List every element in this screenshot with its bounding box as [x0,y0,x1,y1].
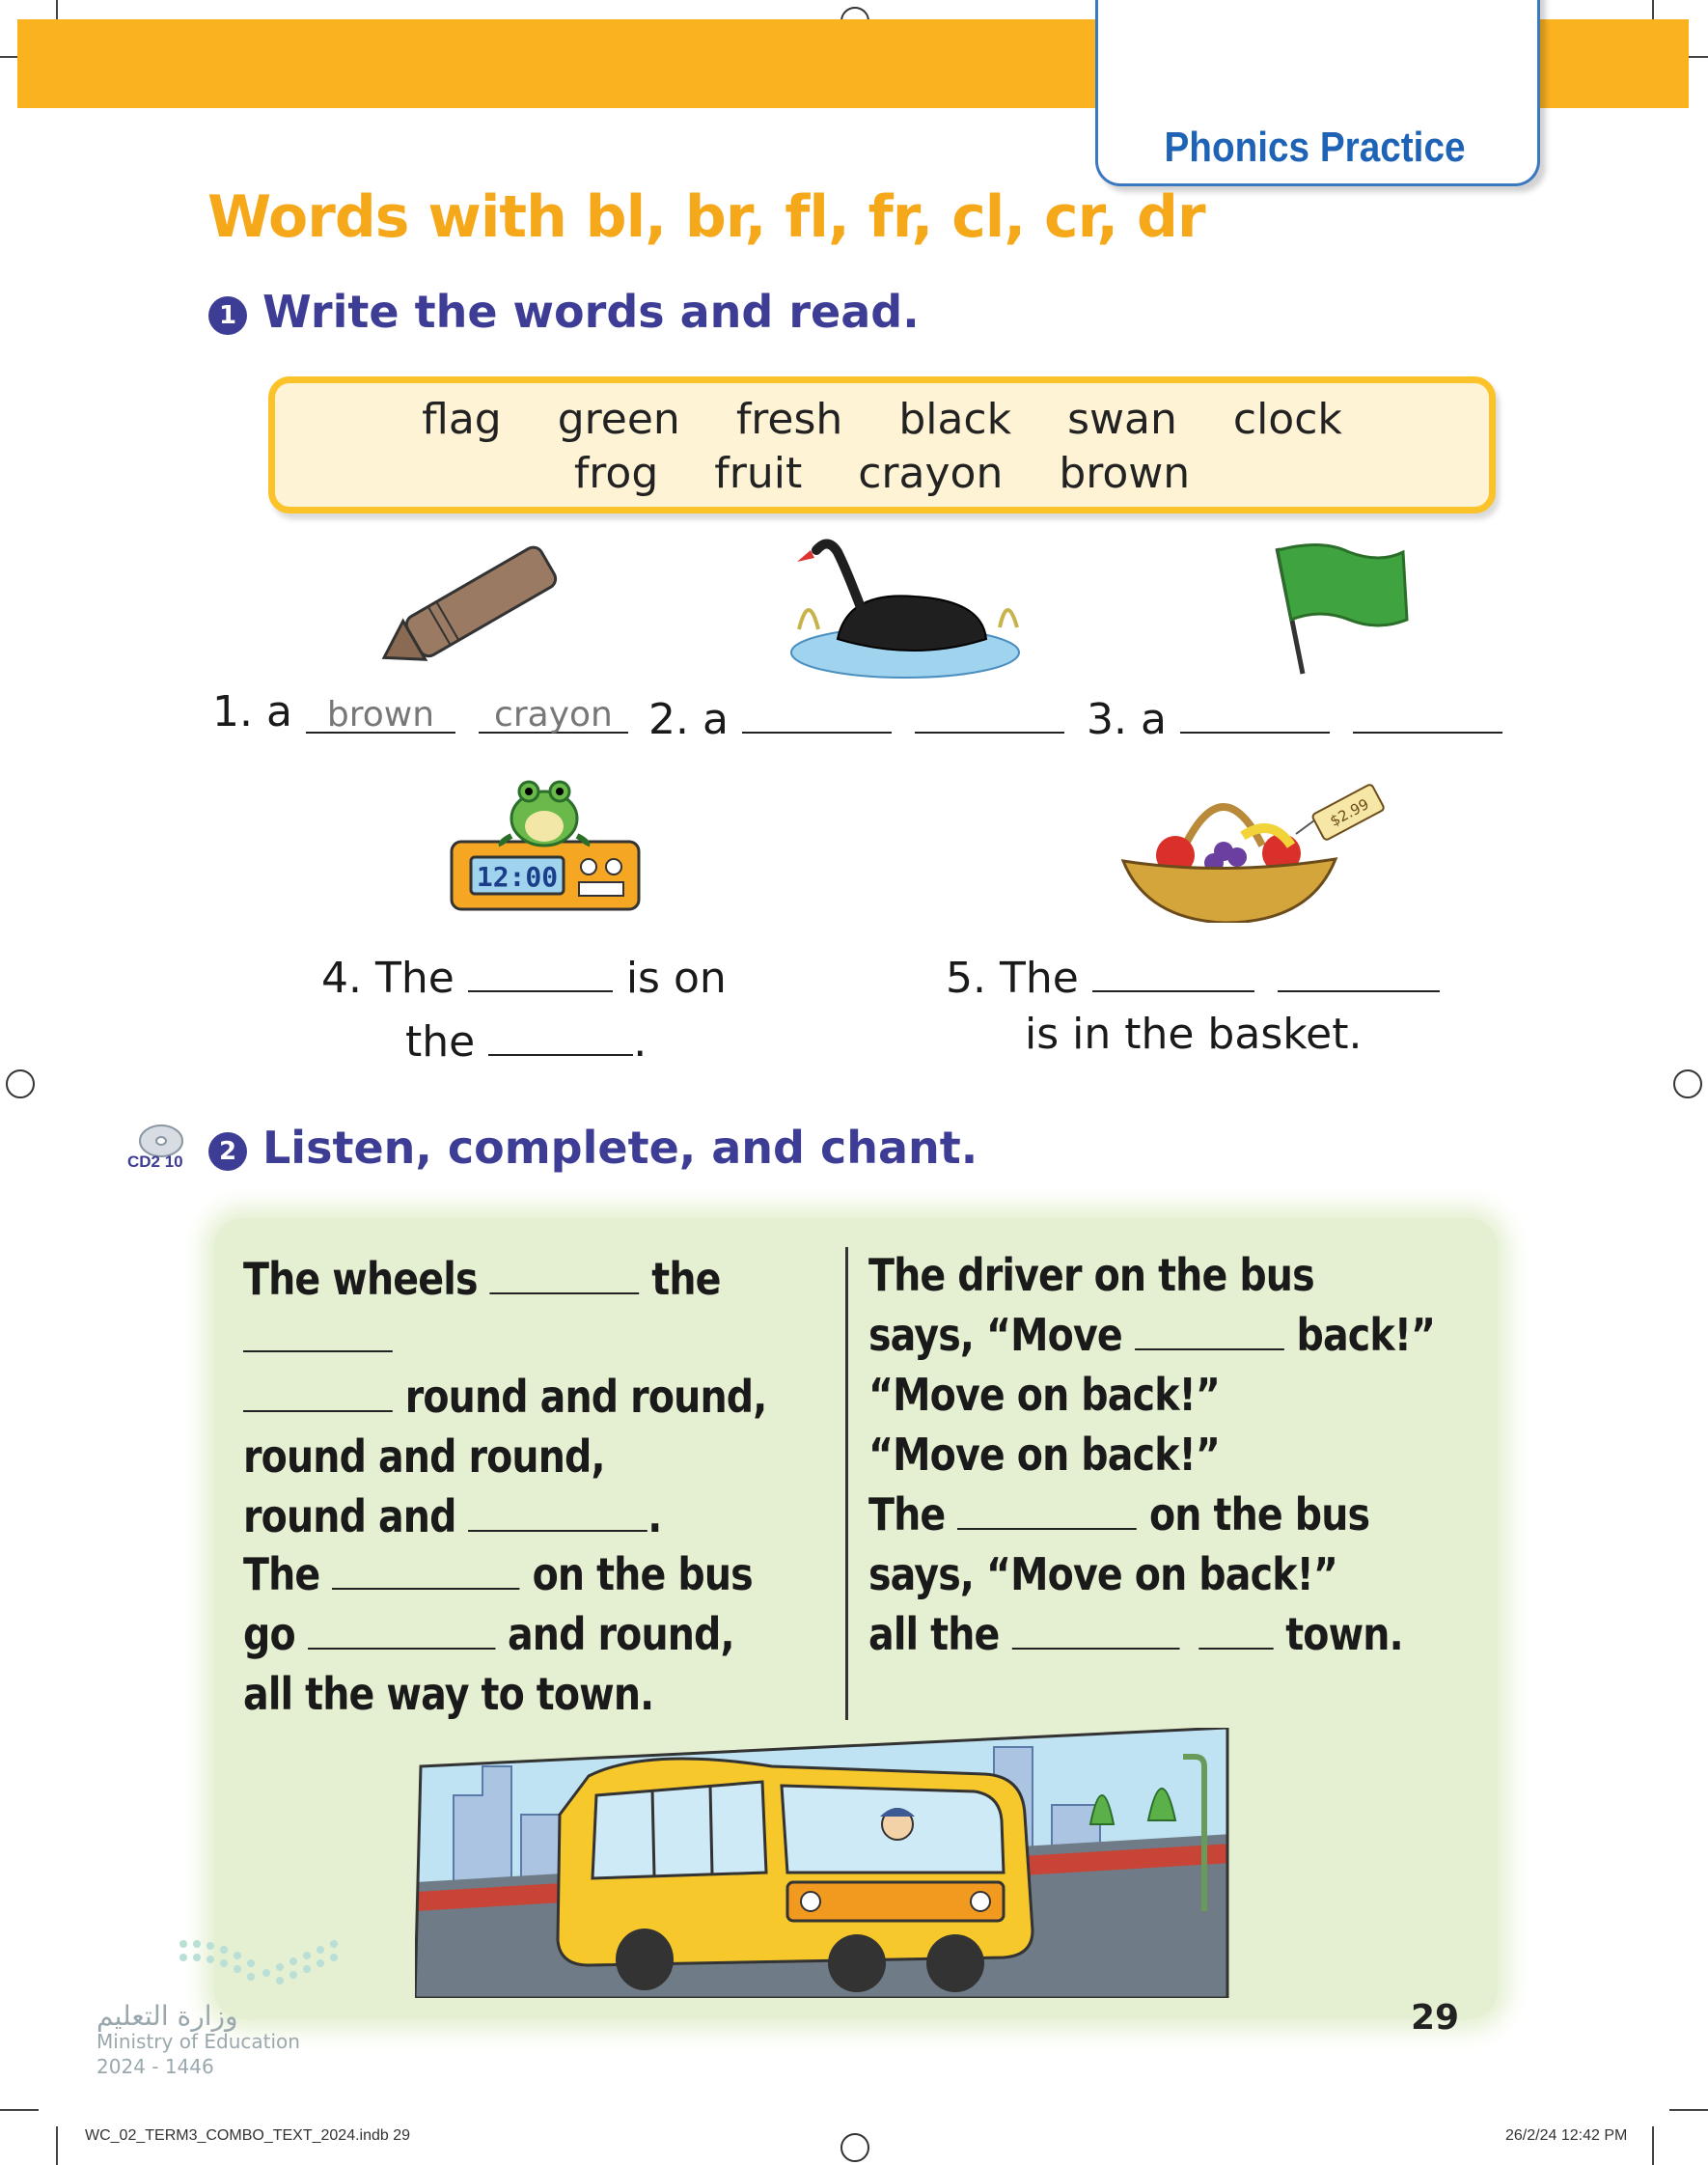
item-4-blank-1[interactable] [468,946,613,992]
chant-left-line-5: round and . [243,1490,662,1542]
word-fresh: fresh [735,395,843,444]
bus-illustration [415,1728,1233,1998]
cd-track-label: CD2 10 [127,1152,183,1171]
item-5-line-2: is in the basket. [1025,1010,1363,1059]
ministry-arabic: وزارة التعليم [96,2000,238,2032]
chant-left-line-2 [243,1311,393,1363]
chant-right-line-4: “Move on back!” [868,1429,1220,1481]
item-3-blank-2[interactable] [1353,687,1502,734]
word-swan: swan [1067,395,1177,444]
item-5-blank-2[interactable] [1278,946,1440,992]
clock-display: 12:00 [476,861,559,893]
word-brown: brown [1059,449,1191,498]
chant-left-line-3: round and round, [243,1371,766,1423]
chant-left-line-4: round and round, [243,1430,605,1483]
item-1-blank-1[interactable]: brown [306,687,455,734]
chant-left-line-8: all the way to town. [243,1668,654,1720]
item-1-blank-2[interactable]: crayon [479,687,628,734]
item-4-line-2: the . [405,1010,647,1067]
black-swan-illustration [780,533,1033,685]
chant-blank-on-the[interactable] [243,1312,393,1352]
word-clock: clock [1232,395,1342,444]
exercise-2-number: 2 [208,1132,247,1171]
chant-blank-go[interactable] [243,1372,393,1412]
item-4-blank-2[interactable] [488,1010,633,1056]
green-flag-illustration [1264,542,1419,680]
item-1: 1. a brown crayon [212,687,628,736]
word-crayon: crayon [858,449,1004,498]
chant-right-line-7: all the town. [868,1608,1403,1660]
word-frog: frog [573,449,659,498]
item-3-blank-1[interactable] [1180,687,1330,734]
item-3: 3. a [1087,687,1502,744]
item-2: 2. a [648,687,1064,744]
word-bank [268,376,1496,513]
crayon-illustration [367,541,569,676]
ministry-english: Ministry of Education [96,2030,300,2053]
word-flag: flag [422,395,502,444]
item-2-blank-1[interactable] [742,687,892,734]
word-black: black [898,395,1012,444]
page-number: 29 [1411,1998,1460,2038]
item-5-line-1: 5. The [946,946,1440,1003]
chant-left-line-6: The on the bus [243,1548,753,1600]
chant-right-line-5: The on the bus [868,1488,1370,1540]
exercise-1-number: 1 [208,296,247,335]
chant-right-line-2: says, “Move back!” [868,1309,1436,1361]
fruit-basket-illustration [1117,778,1390,923]
chant-right-line-1: The driver on the bus [868,1249,1314,1301]
exercise-1-instruction: Write the words and read. [262,286,920,338]
ministry-text [96,2000,300,2079]
chant-blank-round-2[interactable] [308,1609,495,1650]
exercise-2-instruction: Listen, complete, and chant. [262,1122,978,1174]
item-2-blank-2[interactable] [915,687,1064,734]
chant-blank-way[interactable] [1011,1609,1179,1650]
word-bank-row-2 [275,449,1489,498]
registration-mark-left [6,1069,35,1098]
chant-left-line-7: go and round, [243,1608,734,1660]
file-info: WC_02_TERM3_COMBO_TEXT_2024.indb 29 [85,2127,411,2144]
chant-right-line-3: “Move on back!” [868,1369,1220,1421]
chant-blank-wheels[interactable] [490,1254,640,1294]
chant-divider [845,1247,848,1720]
chant-blank-on[interactable] [1135,1310,1284,1350]
item-4-line-1: 4. The is on [321,946,727,1003]
chant-blank-driver[interactable] [957,1489,1137,1530]
registration-mark-right [1673,1069,1702,1098]
page-title: Words with bl, br, fl, fr, cl, cr, dr [207,183,1205,251]
word-bank-row-1 [275,395,1489,444]
chant-blank-wheels-2[interactable] [332,1549,519,1590]
chant-left-line-1: The wheels the [243,1253,721,1305]
ministry-year: 2024 - 1446 [96,2055,214,2078]
price-tag: $2.99 [1327,794,1372,830]
item-5-blank-1[interactable] [1092,946,1254,992]
word-green: green [557,395,680,444]
chant-blank-to[interactable] [1198,1609,1273,1650]
chant-right-line-6: says, “Move on back!” [868,1548,1337,1600]
date-info: 26/2/24 12:42 PM [1505,2127,1628,2144]
frog-on-clock-illustration [444,768,647,917]
ministry-logo [174,1934,347,1992]
registration-mark-bottom [840,2133,869,2162]
chant-blank-round[interactable] [468,1491,647,1532]
section-tab-label: Phonics Practice [1164,124,1466,171]
word-fruit: fruit [714,449,803,498]
